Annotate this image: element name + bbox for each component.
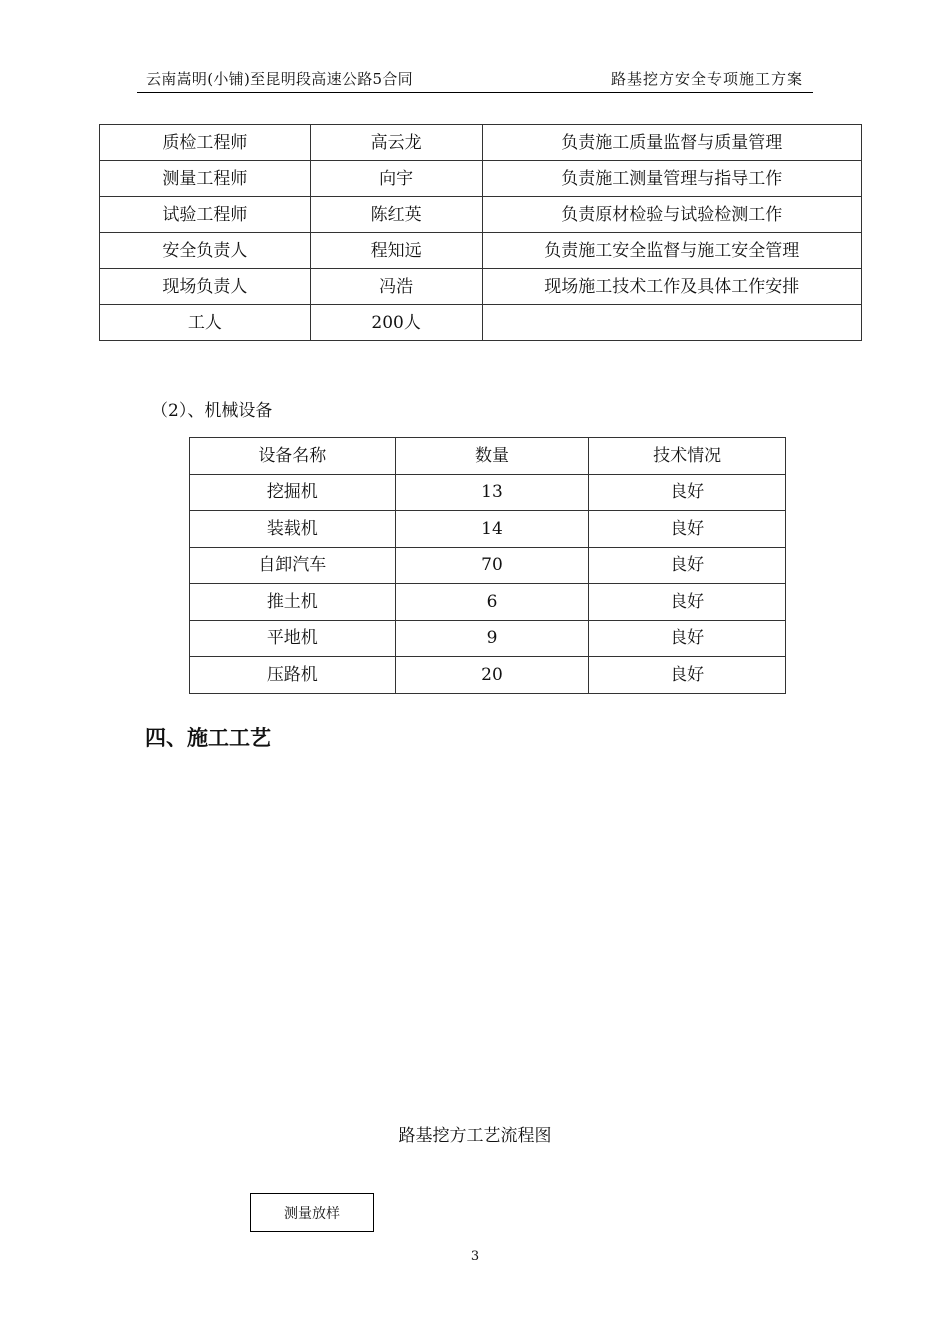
flowchart-step-label: 测量放样 [284,1205,340,1222]
column-header: 技术情况 [589,438,786,475]
equipment-condition: 良好 [589,584,786,621]
staff-duty [482,305,861,341]
flowchart-step-box [250,1193,374,1232]
page-header [137,66,813,93]
table-row [100,233,862,269]
staff-duty: 负责原材检验与试验检测工作 [482,197,861,233]
equipment-quantity: 14 [395,511,589,548]
table-row [100,269,862,305]
staff-duty: 负责施工测量管理与指导工作 [482,161,861,197]
equipment-quantity: 9 [395,620,589,657]
staff-role: 安全负责人 [100,233,311,269]
table-row [190,511,786,548]
table-row [190,657,786,694]
staff-role: 工人 [100,305,311,341]
page-number: 3 [470,1249,480,1264]
equipment-name: 挖掘机 [190,474,396,511]
equipment-condition: 良好 [589,474,786,511]
equipment-quantity: 20 [395,657,589,694]
equipment-name: 平地机 [190,620,396,657]
table-row [190,547,786,584]
staff-name: 冯浩 [310,269,482,305]
section-heading: 四、施工工艺 [145,726,271,750]
staff-name: 200人 [310,305,482,341]
table-row [100,305,862,341]
staff-duty: 负责施工安全监督与施工安全管理 [482,233,861,269]
equipment-condition: 良好 [589,547,786,584]
equipment-quantity: 70 [395,547,589,584]
staff-name: 陈红英 [310,197,482,233]
equipment-condition: 良好 [589,511,786,548]
table-row [100,197,862,233]
staff-duty: 负责施工质量监督与质量管理 [482,125,861,161]
equipment-name: 自卸汽车 [190,547,396,584]
equipment-subheading: （2）、机械设备 [151,401,273,421]
header-project-name: 云南嵩明(小铺)至昆明段高速公路5合同 [146,70,413,88]
staff-role: 试验工程师 [100,197,311,233]
table-row [190,620,786,657]
table-row [190,584,786,621]
equipment-name: 推土机 [190,584,396,621]
equipment-name: 压路机 [190,657,396,694]
staff-name: 向宇 [310,161,482,197]
staff-duty: 现场施工技术工作及具体工作安排 [482,269,861,305]
staff-role: 质检工程师 [100,125,311,161]
table-header-row [190,438,786,475]
equipment-table [189,437,786,694]
staff-name: 程知远 [310,233,482,269]
header-document-title: 路基挖方安全专项施工方案 [610,70,803,88]
staff-role: 测量工程师 [100,161,311,197]
table-row [100,161,862,197]
equipment-name: 装载机 [190,511,396,548]
equipment-quantity: 13 [395,474,589,511]
staff-table [99,124,862,341]
column-header: 数量 [395,438,589,475]
staff-role: 现场负责人 [100,269,311,305]
equipment-condition: 良好 [589,620,786,657]
flowchart-title: 路基挖方工艺流程图 [398,1126,552,1146]
table-row [190,474,786,511]
equipment-quantity: 6 [395,584,589,621]
staff-name: 高云龙 [310,125,482,161]
table-row [100,125,862,161]
equipment-condition: 良好 [589,657,786,694]
column-header: 设备名称 [190,438,396,475]
